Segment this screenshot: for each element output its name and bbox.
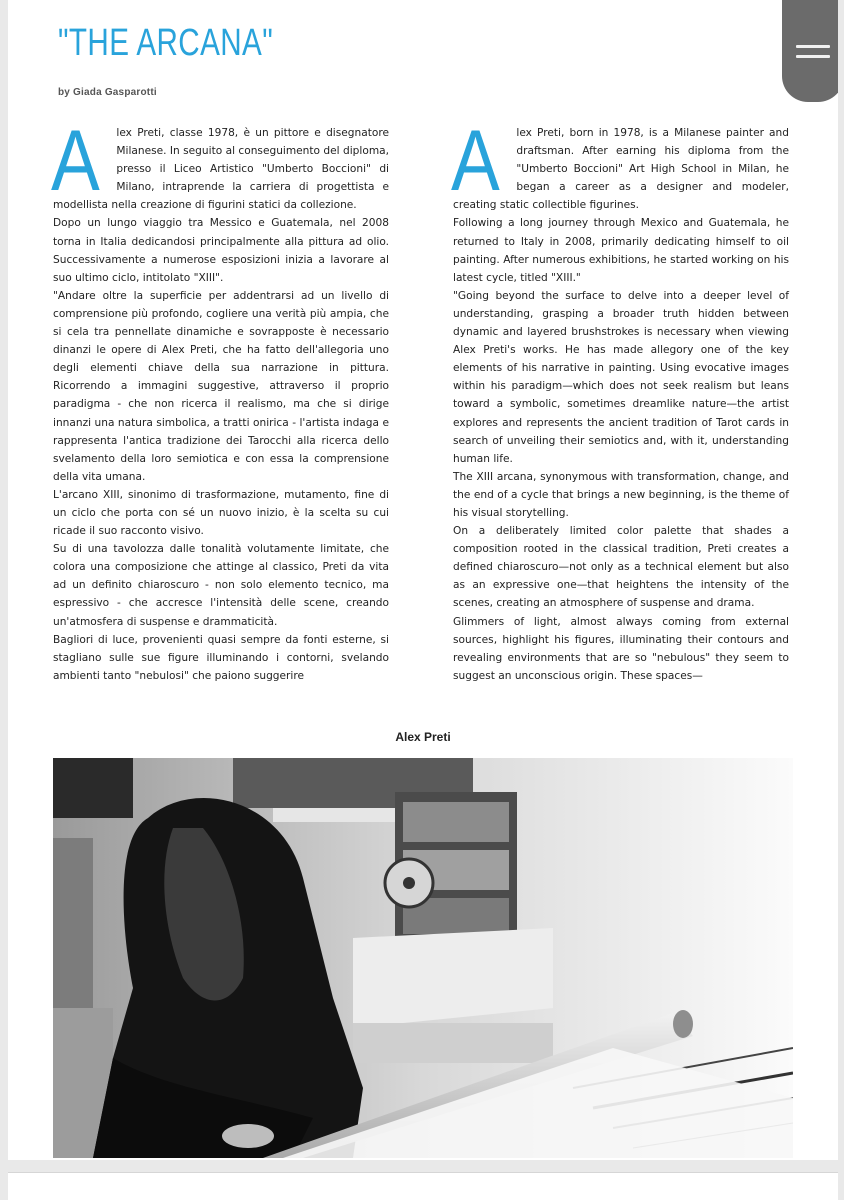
italian-paragraph: lex Preti, classe 1978, è un pittore e disegnatore Milanese. In seguito al conseguimento del diploma, presso il Liceo Artistico "Umberto Boccioni" di Milano, intraprende la carriera di progettista e modellista nella creazione di figurini statici da collezione. [53, 127, 389, 212]
hamburger-icon [796, 45, 830, 48]
italian-column [51, 113, 389, 685]
italian-paragraph: L'arcano XIII, sinonimo di trasformazione, mutamento, fine di un ciclo che porta con sé un nuovo inizio, è la scelta su cui ricade il suo racconto visivo. [53, 488, 389, 538]
artist-photo [53, 758, 793, 1158]
english-paragraph: The XIII arcana, synonymous with transformation, change, and the end of a cycle that brings a new beginning, is the theme of his visual storytelling. [453, 470, 789, 519]
article-byline: by Giada Gasparotti [58, 87, 157, 98]
english-paragraph: On a deliberately limited color palette that shades a composition rooted in the classical tradition, Preti creates a defined chiaroscuro—not only as a technical element but also as an expressive one—that heightens the intensity of the scenes, creating an atmosphere of suspense and drama. [453, 525, 789, 610]
menu-button[interactable] [782, 0, 838, 102]
italian-paragraph: Su di una tavolozza dalle tonalità volutamente limitate, che colora una composizione che attinge al classico, Preti da vita ad un definito chiaroscuro - non solo elemento tecnico, ma espressivo - che accresce l'intensità delle scene, creando un'atmosfera di suspense e drammaticità. [53, 543, 389, 628]
english-column [451, 113, 789, 685]
italian-paragraph: Dopo un lungo viaggio tra Messico e Guatemala, nel 2008 torna in Italia dedicandosi principalmente alla pittura ad olio. Successivamente a numerose esposizioni inizia a lavorare al suo ultimo ciclo, intitolato "XIII". [53, 217, 389, 284]
magazine-page [8, 0, 838, 1160]
hamburger-icon [796, 55, 830, 58]
english-paragraph: lex Preti, born in 1978, is a Milanese painter and draftsman. After earning his diploma from the "Umberto Boccioni" Art High School in Milan, he began a career as a designer and modeler, creating static collectible figurines. [453, 127, 789, 212]
dropcap-italian: A [51, 113, 100, 209]
photo-caption: Alex Preti [395, 730, 451, 744]
dropcap-english: A [451, 113, 500, 209]
artist-photo-illustration [53, 758, 793, 1158]
article-title: "THE ARCANA" [58, 22, 274, 64]
english-paragraph: Following a long journey through Mexico and Guatemala, he returned to Italy in 2008, primarily dedicating himself to oil painting. After numerous exhibitions, he started working on his latest cycle, titled "XIII." [453, 217, 789, 284]
italian-paragraph: Bagliori di luce, provenienti quasi sempre da fonti esterne, si stagliano sulle sue figure illuminando i contorni, svelando ambienti tanto "nebulosi" che paiono suggerire [53, 633, 389, 682]
italian-paragraph: "Andare oltre la superficie per addentrarsi ad un livello di comprensione più profondo, cogliere una verità più ampia, che si cela tra pennellate dinamiche e sovrapposte è necessario dinanzi le opere di Alex Preti, che ha fatto dell'allegoria uno degli elementi chiave della sua narrazione in pittura. Ricorrendo a immagini suggestive, attraverso il proprio paradigma - che non ricerca il realismo, ma che si dirige innanzi una natura simbolica, a tratti onirica - l'artista indaga e rappresenta l'antica tradizione dei Tarocchi alla ricerca dello svelamento della loro semiotica e con essa la comprensione della vita umana. [53, 289, 389, 483]
english-paragraph: "Going beyond the surface to delve into a deeper level of understanding, grasping a broader truth hidden between dynamic and layered brushstrokes is necessary when viewing Alex Preti's works. He has made allegory one of the key elements of his narrative in painting. Using evocative images within his paradigm—which does not seek realism but leans toward a symbolic, sometimes dreamlike nature—the artist explores and represents the ancient tradition of Tarot cards in search of unveiling their semiotics and, with it, understanding human life. [453, 289, 789, 465]
english-paragraph: Glimmers of light, almost always coming from external sources, highlight his figures, illuminating their contours and revealing environments that are so "nebulous" they seem to suggest an unconscious origin. These spaces— [453, 615, 789, 682]
next-page-edge [8, 1172, 838, 1200]
